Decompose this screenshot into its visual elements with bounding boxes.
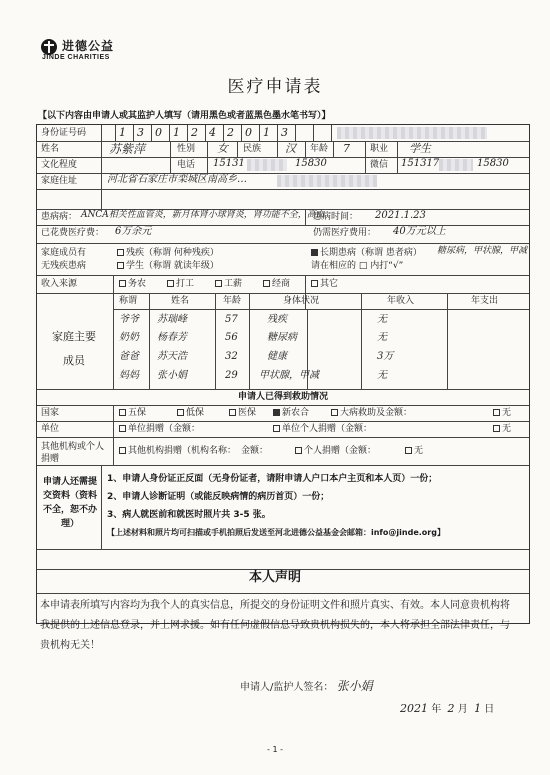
src-other[interactable]: 其它 [311,280,338,289]
checked-checkbox-icon[interactable] [311,249,318,256]
checkbox-icon[interactable] [119,409,126,416]
label-illness-time: 患病时间： [313,212,359,222]
declaration-text: 本申请表所填写内容均为我个人的真实信息，所提交的身份证明文件和照片真实、有效。本人同意贵机构将我提供的上述信息登录，并上网求援。如有任何虚假信息导致贵机构损失的，本人将承担全部法律责任，与贵机构无关！ [40,600,510,651]
checkbox-icon[interactable] [295,447,302,454]
doc-item-2: 2、申请人诊断证明（或能反映病情的病历首页）一份； [107,492,330,502]
unit-none[interactable]: 无 [493,425,511,434]
aid-major[interactable]: 大病救助及金额： [331,409,412,418]
signature-line [240,678,373,693]
redacted-area [439,159,473,171]
id-digit: 2 [227,126,234,139]
needed-value: 40万元以上 [393,226,446,237]
redacted-area [277,175,377,187]
member-age: 56 [225,332,238,343]
year-unit: 年 [431,704,442,715]
id-digit: 4 [209,126,216,139]
id-digit: 0 [155,126,162,139]
label-members-disability: 家庭成员有 [41,248,87,258]
date-year: 2021 [400,702,428,715]
chronic-option[interactable]: 长期患病（称谓 患者病） [311,249,422,258]
other-personal-donation[interactable]: 个人捐赠（金额： [295,447,376,456]
checkbox-icon[interactable] [119,280,126,287]
member-age: 57 [225,314,238,325]
label-ethnicity: 民族 [243,144,262,154]
aid-xinnonghe[interactable]: 新农合 [273,409,309,418]
checkbox-icon[interactable] [167,280,174,287]
col-name: 姓名 [171,296,190,306]
member-name: 杨春芳 [157,332,187,343]
member-title: 奶奶 [119,332,139,343]
org-name-cn: 进德公益 [62,39,115,53]
docs-title: 申请人还需提交资料（资料不全，恕不办理） [42,477,97,529]
checkbox-icon[interactable] [119,447,126,454]
aid-dibao[interactable]: 低保 [177,409,204,418]
phone-suffix: 15830 [295,158,327,169]
disabled-option[interactable]: 残疾（称谓 何种残疾） [117,249,219,258]
member-health: 糖尿病 [267,332,297,343]
day-unit: 日 [484,704,495,715]
aid-yibao[interactable]: 医保 [229,409,256,418]
illness-value: ANCA相关性血管炎，新月体肾小球肾炎，肾功能不全，高血 [81,210,325,220]
signature-label: 申请人/监护人签名： [240,682,334,693]
checkbox-icon[interactable] [117,262,124,269]
aid-none[interactable]: 无 [493,409,511,418]
label-illness: 患病病： [41,212,78,222]
label-phone: 电话 [177,160,196,170]
checkbox-icon[interactable] [263,280,270,287]
checkbox-icon[interactable] [311,280,318,287]
col-expense: 年支出 [471,296,499,306]
ethnicity-value: 汉 [285,142,296,155]
label-income-source: 收入来源 [41,279,78,289]
address-value: 河北省石家庄市栾城区南高乡… [107,174,247,185]
month-unit: 月 [457,704,468,715]
member-income: 无 [377,370,387,381]
id-digit: 1 [173,126,180,139]
member-income: 3万 [377,351,394,362]
checkbox-icon[interactable] [273,425,280,432]
label-gender: 性别 [177,144,196,154]
student-option[interactable]: 学生（称谓 就读年级） [117,262,219,271]
id-digit: 1 [263,126,270,139]
id-digit: 2 [191,126,198,139]
gender-value: 女 [217,142,228,155]
member-title: 爸爸 [119,351,139,362]
col-income: 年收入 [387,296,415,306]
unit-personal-donation[interactable]: 单位个人捐赠（金额： [273,425,372,434]
label-occupation: 职业 [370,144,389,154]
phone-prefix: 15131 [213,158,245,169]
doc-item-1: 1、申请人身份证正反面（无身份证者，请附申请人户口本户主页和本人页）一份； [107,474,438,484]
other-none[interactable]: 无 [405,447,423,456]
date-day: 1 [474,702,482,715]
spent-value: 6万余元 [115,226,152,237]
member-health: 甲状腺，甲减 [259,370,319,381]
redacted-area [247,159,287,171]
tick-hint: 请在相应的 □ 内打“√” [311,261,404,271]
illness-time-value: 2021.1.23 [375,210,426,221]
other-org-donation[interactable]: 其他机构捐赠（机构名称： [119,447,236,456]
label-needed: 仍需医疗费用： [313,228,377,238]
sign-date [400,700,494,715]
checked-checkbox-icon[interactable] [273,409,280,416]
id-digit: 3 [281,126,288,139]
aid-wubao[interactable]: 五保 [119,409,146,418]
id-digit: 3 [137,126,144,139]
member-health: 健康 [267,351,287,362]
org-name-en: JINDE CHARITIES [42,54,110,61]
src-farm[interactable]: 务农 [119,280,146,289]
src-labor[interactable]: 打工 [167,280,194,289]
checkbox-icon[interactable] [119,425,126,432]
checkbox-icon[interactable] [331,409,338,416]
src-work[interactable]: 工薪 [215,280,242,289]
label-members-disability-2: 无残疾患病 [41,261,87,271]
checkbox-icon[interactable] [405,447,412,454]
checkbox-icon[interactable] [177,409,184,416]
src-business[interactable]: 经商 [263,280,290,289]
label-country: 国家 [41,408,60,418]
redacted-area [337,127,487,139]
label-other-org: 其他机构或个人捐赠 [41,442,105,464]
checkbox-icon[interactable] [117,249,124,256]
doc-item-4: 【上述材料和照片均可扫描或手机拍照后发送至河北进德公益基金会邮箱：info@jinde.org】 [107,528,445,537]
form-title: 医疗申请表 [227,77,323,97]
checkbox-icon[interactable] [215,280,222,287]
wechat-prefix: 151317 [401,158,440,169]
member-health: 残疾 [267,314,287,325]
id-digit: 0 [245,126,252,139]
date-month: 2 [447,702,455,715]
form-instruction: 【以下内容由申请人或其监护人填写（请用黑色或者蓝黑色墨水笔书写）】 [38,111,331,121]
unit-donation[interactable]: 单位捐赠（金额： [119,425,200,434]
member-income: 无 [377,332,387,343]
label-unit: 单位 [41,424,60,434]
member-age: 32 [225,351,238,362]
member-name: 张小娟 [157,370,187,381]
col-health: 身体状况 [283,296,320,306]
aid-header: 申请人已得到救助情况 [237,392,328,402]
signature-value: 张小娟 [336,679,373,693]
occupation-value: 学生 [409,142,431,155]
org-logo [40,36,170,64]
members-title: 家庭主要成员 [52,330,96,367]
member-name: 苏天浩 [157,351,187,362]
col-age: 年龄 [223,296,242,306]
label-address: 家庭住址 [41,176,78,186]
label-id-number: 身份证号码 [41,128,87,138]
label-spent: 已花费医疗费： [41,228,105,238]
label-age: 年龄 [310,144,329,154]
checkbox-icon[interactable] [229,409,236,416]
page-number: - 1 - [267,745,283,754]
member-income: 无 [377,314,387,325]
wechat-suffix: 15830 [477,158,509,169]
age-value: 7 [343,142,350,155]
label-education: 文化程度 [41,160,78,170]
checkbox-icon[interactable] [493,409,500,416]
doc-item-3: 3、病人就医前和就医时照片共 3-5 张。 [107,510,271,520]
checkbox-icon[interactable] [493,425,500,432]
applicant-name: 苏紫萍 [109,142,146,156]
label-name: 姓名 [41,144,60,154]
col-title: 称谓 [119,296,138,306]
member-title: 妈妈 [119,370,139,381]
application-form [36,124,530,624]
chronic-detail: 糖尿病，甲状腺，甲减 [437,246,528,256]
label-wechat: 微信 [370,160,389,170]
declaration-title: 本人声明 [248,570,301,585]
member-age: 29 [225,370,238,381]
member-title: 爷爷 [119,314,139,325]
member-name: 苏瑞峰 [157,314,187,325]
other-amount: 金额： [241,446,269,456]
id-digit: 1 [119,126,126,139]
